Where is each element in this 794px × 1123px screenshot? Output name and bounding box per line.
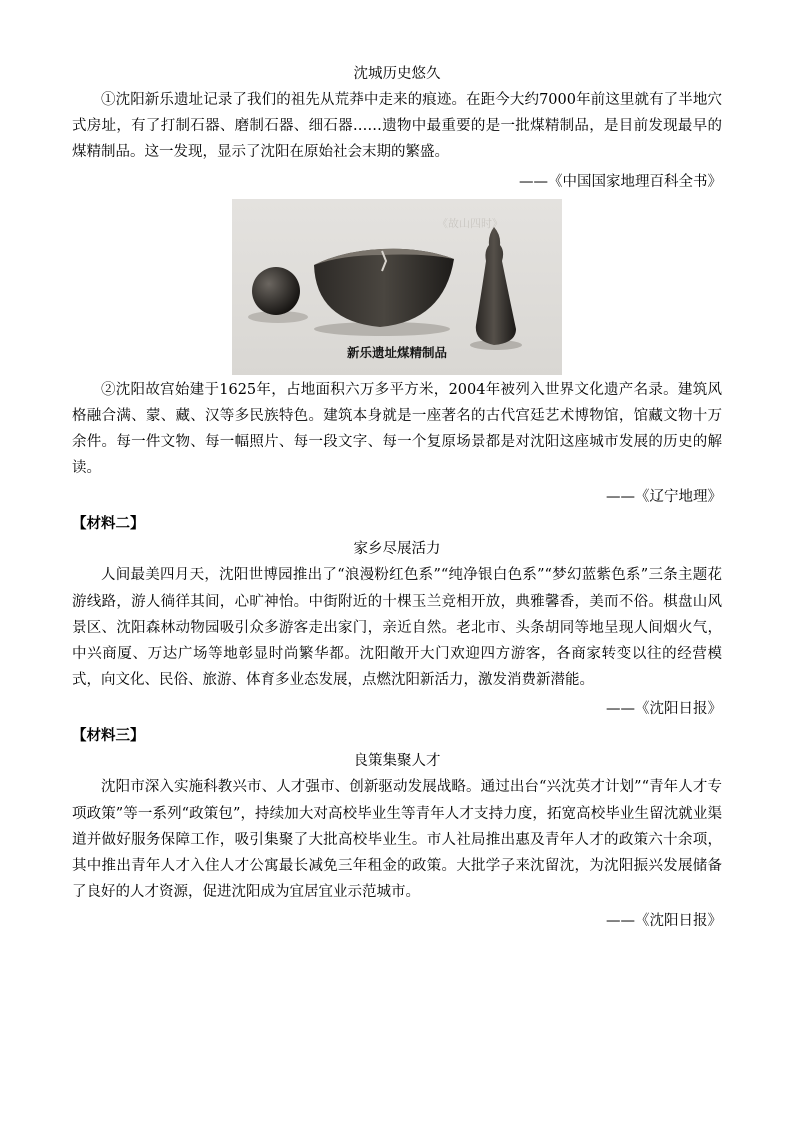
section-title-talent: 良策集聚人才 — [353, 753, 441, 770]
coal-jade-figurine — [476, 227, 516, 345]
paragraph-shenyang-palace: ②沈阳故宫始建于1625年，占地面积六万多平方米，2004年被列入世界文化遗产名录。建筑风格融合满、蒙、藏、汉等多民族特色。建筑本身就是一座著名的古代宫廷艺术博物馆，馆藏文物十万余件。每一件文物、每一幅照片、每一段文字、每一个复原场景都是对沈阳这座城市发展的历史的解读。 — [72, 381, 722, 477]
faint-bleed-text: 《故山四时》 — [437, 216, 503, 230]
coal-jade-ball — [252, 267, 300, 315]
source-citation-shenyang-daily-1: ——《沈阳日报》 — [606, 701, 722, 718]
section-title-vitality: 家乡尽展活力 — [353, 541, 441, 558]
artifact-photo — [232, 199, 562, 375]
coal-jade-bowl — [314, 248, 454, 326]
paragraph-xinle-site: ①沈阳新乐遗址记录了我们的祖先从荒莽中走来的痕迹。在距今大约7000年前这里就有了半地穴式房址，有了打制石器、磨制石器、细石器……遗物中最重要的是一批煤精制品，是目前发现最早的煤精制品。这一发现，显示了沈阳在原始社会末期的繁盛。 — [72, 92, 722, 161]
source-citation-liaoning-geography: ——《辽宁地理》 — [606, 489, 722, 506]
paragraph-vitality: 人间最美四月天，沈阳世博园推出了“浪漫粉红色系”“纯净银白色系”“梦幻蓝紫色系”三条主题花游线路，游人徜徉其间，心旷神怡。中街附近的十棵玉兰竞相开放，典雅馨香，美而不俗。棋盘山风景区、沈阳森林动物园吸引众多游客走出家门，亲近自然。老北市、头条胡同等地呈现人间烟火气，中兴商厦、万达广场等地彰显时尚繁华都。沈阳敞开大门欢迎四方游客，各商家转变以往的经营模式，向文化、民俗、旅游、体育多业态发展，点燃沈阳新活力，激发消费新潜能。 — [72, 567, 722, 689]
section-title-history: 沈城历史悠久 — [353, 66, 441, 82]
document-page — [72, 62, 722, 934]
paragraph-talent: 沈阳市深入实施科教兴市、人才强市、创新驱动发展战略。通过出台“兴沈英才计划”“青年人才专项政策”等一系列“政策包”，持续加大对高校毕业生等青年人才支持力度，拓宽高校毕业生留沈就业渠道并做好服务保障工作，吸引集聚了大批高校毕业生。市人社局推出惠及青年人才的政策六十余项，其中推出青年人才入住人才公寓最长减免三年租金的政策。大批学子来沈留沈，为沈阳振兴发展储备了良好的人才资源，促进沈阳成为宜居宜业示范城市。 — [72, 779, 722, 901]
material-two-label: 【材料二】 — [72, 515, 145, 533]
material-three-label: 【材料三】 — [72, 727, 145, 745]
source-citation-encyclopedia: ——《中国国家地理百科全书》 — [519, 173, 722, 190]
photo-caption: 新乐遗址煤精制品 — [346, 344, 447, 360]
source-citation-shenyang-daily-2: ——《沈阳日报》 — [606, 913, 722, 930]
